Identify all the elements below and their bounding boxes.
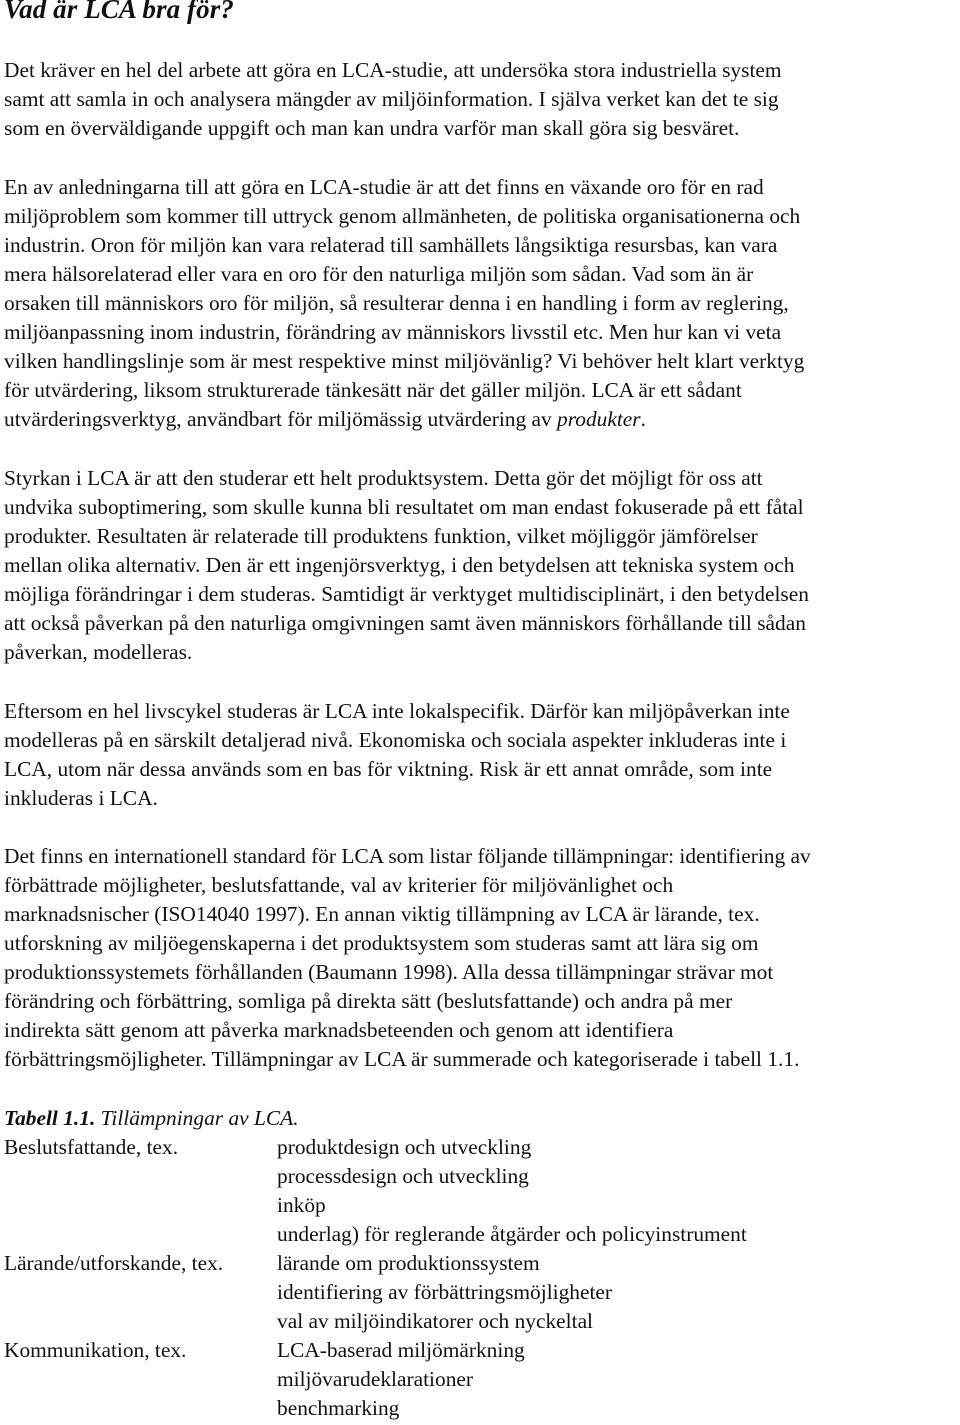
- text-line: möjliga förändringar i dem studeras. Samtidigt är verktyget multidisciplinärt, i den betydelsen: [4, 582, 809, 606]
- table-item: identifiering av förbättringsmöjligheter: [277, 1280, 613, 1304]
- text-line: att också påverkan på den naturliga omgivningen samt även människors förhållande till sådan: [4, 611, 806, 635]
- table-category: Beslutsfattande, tex.: [4, 1135, 179, 1159]
- text-line: industrin. Oron för miljön kan vara relaterad till samhällets långsiktiga resursbas, kan vara: [4, 233, 778, 257]
- text-line: indirekta sätt genom att påverka marknadsbeteenden och genom att identifiera: [4, 1018, 674, 1042]
- table-caption-label: Tabell 1.1.: [4, 1106, 96, 1130]
- text-line: miljöanpassning inom industrin, förändring av människors livsstil etc. Men hur kan vi veta: [4, 320, 782, 344]
- table-item: val av miljöindikatorer och nyckeltal: [277, 1309, 594, 1333]
- text-line: LCA, utom när dessa används som en bas för viktning. Risk är ett annat område, som inte: [4, 757, 773, 781]
- table-item: benchmarking: [277, 1396, 400, 1420]
- paragraph-reasons: [4, 173, 956, 434]
- text-line: vilken handlingslinje som är mest respektive minst miljövänlig? Vi behöver helt klart verktyg: [4, 349, 805, 373]
- text-line: Det finns en internationell standard för LCA som listar följande tillämpningar: identifiering av: [4, 844, 811, 868]
- table-caption: [4, 1104, 299, 1133]
- text-line: mellan olika alternativ. Den är ett ingenjörsverktyg, i den betydelsen att tekniska system och: [4, 553, 795, 577]
- text-line: för utvärdering, liksom strukturerade tänkesätt när det gäller miljön. LCA är ett sådant: [4, 378, 742, 402]
- table-item: LCA-baserad miljömärkning: [277, 1338, 525, 1362]
- table-item: underlag) för reglerande åtgärder och policyinstrument: [277, 1222, 747, 1246]
- text-line: marknadsnischer (ISO14040 1997). En annan viktig tillämpning av LCA är lärande, tex.: [4, 902, 760, 926]
- text-line: En av anledningarna till att göra en LCA-studie är att det finns en växande oro för en rad: [4, 175, 764, 199]
- text-line: orsaken till människors oro för miljön, så resulterar denna i en handling i form av reglering,: [4, 291, 789, 315]
- paragraph-strengths: [4, 464, 956, 667]
- text-line: [4, 405, 956, 434]
- table-item: processdesign och utveckling: [277, 1164, 529, 1188]
- table-category: Lärande/utforskande, tex.: [4, 1251, 224, 1275]
- emphasis-text: produkter: [557, 407, 641, 431]
- text-line: samt att samla in och analysera mängder av miljöinformation. I själva verket kan det te sig: [4, 87, 779, 111]
- table-item: miljövarudeklarationer: [277, 1367, 474, 1391]
- text-line: Styrkan i LCA är att den studerar ett helt produktsystem. Detta gör det möjligt för oss att: [4, 466, 763, 490]
- text-line: utforskning av miljöegenskaperna i det produktsystem som studeras samt att lära sig om: [4, 931, 759, 955]
- text-line: produkter. Resultaten är relaterade till produktens funktion, vilket möjliggör jämförelser: [4, 524, 758, 548]
- text-line: modelleras på en särskilt detaljerad nivå. Ekonomiska och sociala aspekter inkluderas inte i: [4, 728, 787, 752]
- table-item: produktdesign och utveckling: [277, 1135, 532, 1159]
- text-line: mera hälsorelaterad eller vara en oro för den naturliga miljön som sådan. Vad som än är: [4, 262, 754, 286]
- text-line: inkluderas i LCA.: [4, 786, 158, 810]
- text-line: påverkan, modelleras.: [4, 640, 193, 664]
- text-run: utvärderingsverktyg, användbart för miljömässig utvärdering av: [4, 407, 558, 431]
- text-line: förändring och förbättring, somliga på direkta sätt (beslutsfattande) och andra på mer: [4, 989, 733, 1013]
- table-item: lärande om produktionssystem: [277, 1251, 540, 1275]
- text-line: förbättrade möjligheter, beslutsfattande, val av kriterier för miljövänlighet och: [4, 873, 674, 897]
- paragraph-intro: [4, 56, 956, 143]
- text-line: miljöproblem som kommer till uttryck genom allmänheten, de politiska organisationerna och: [4, 204, 801, 228]
- paragraph-applications: [4, 842, 956, 1074]
- paragraph-limitations: [4, 697, 956, 813]
- text-run: .: [640, 407, 646, 431]
- text-line: Det kräver en hel del arbete att göra en LCA-studie, att undersöka stora industriella system: [4, 58, 782, 82]
- section-heading: Vad är LCA bra för?: [4, 0, 234, 24]
- text-line: som en överväldigande uppgift och man kan undra varför man skall göra sig besväret.: [4, 116, 740, 140]
- text-line: förbättringsmöjligheter. Tillämpningar av LCA är summerade och kategoriserade i tabell 1.1.: [4, 1047, 800, 1071]
- table-category: Kommunikation, tex.: [4, 1338, 187, 1362]
- table-item: inköp: [277, 1193, 326, 1217]
- text-line: Eftersom en hel livscykel studeras är LCA inte lokalspecifik. Därför kan miljöpåverkan inte: [4, 699, 790, 723]
- text-line: undvika suboptimering, som skulle kunna bli resultatet om man endast fokuserade på ett fåtal: [4, 495, 804, 519]
- table-caption-text: Tillämpningar av LCA.: [95, 1106, 299, 1130]
- text-line: produktionssystemets förhållanden (Baumann 1998). Alla dessa tillämpningar strävar mot: [4, 960, 774, 984]
